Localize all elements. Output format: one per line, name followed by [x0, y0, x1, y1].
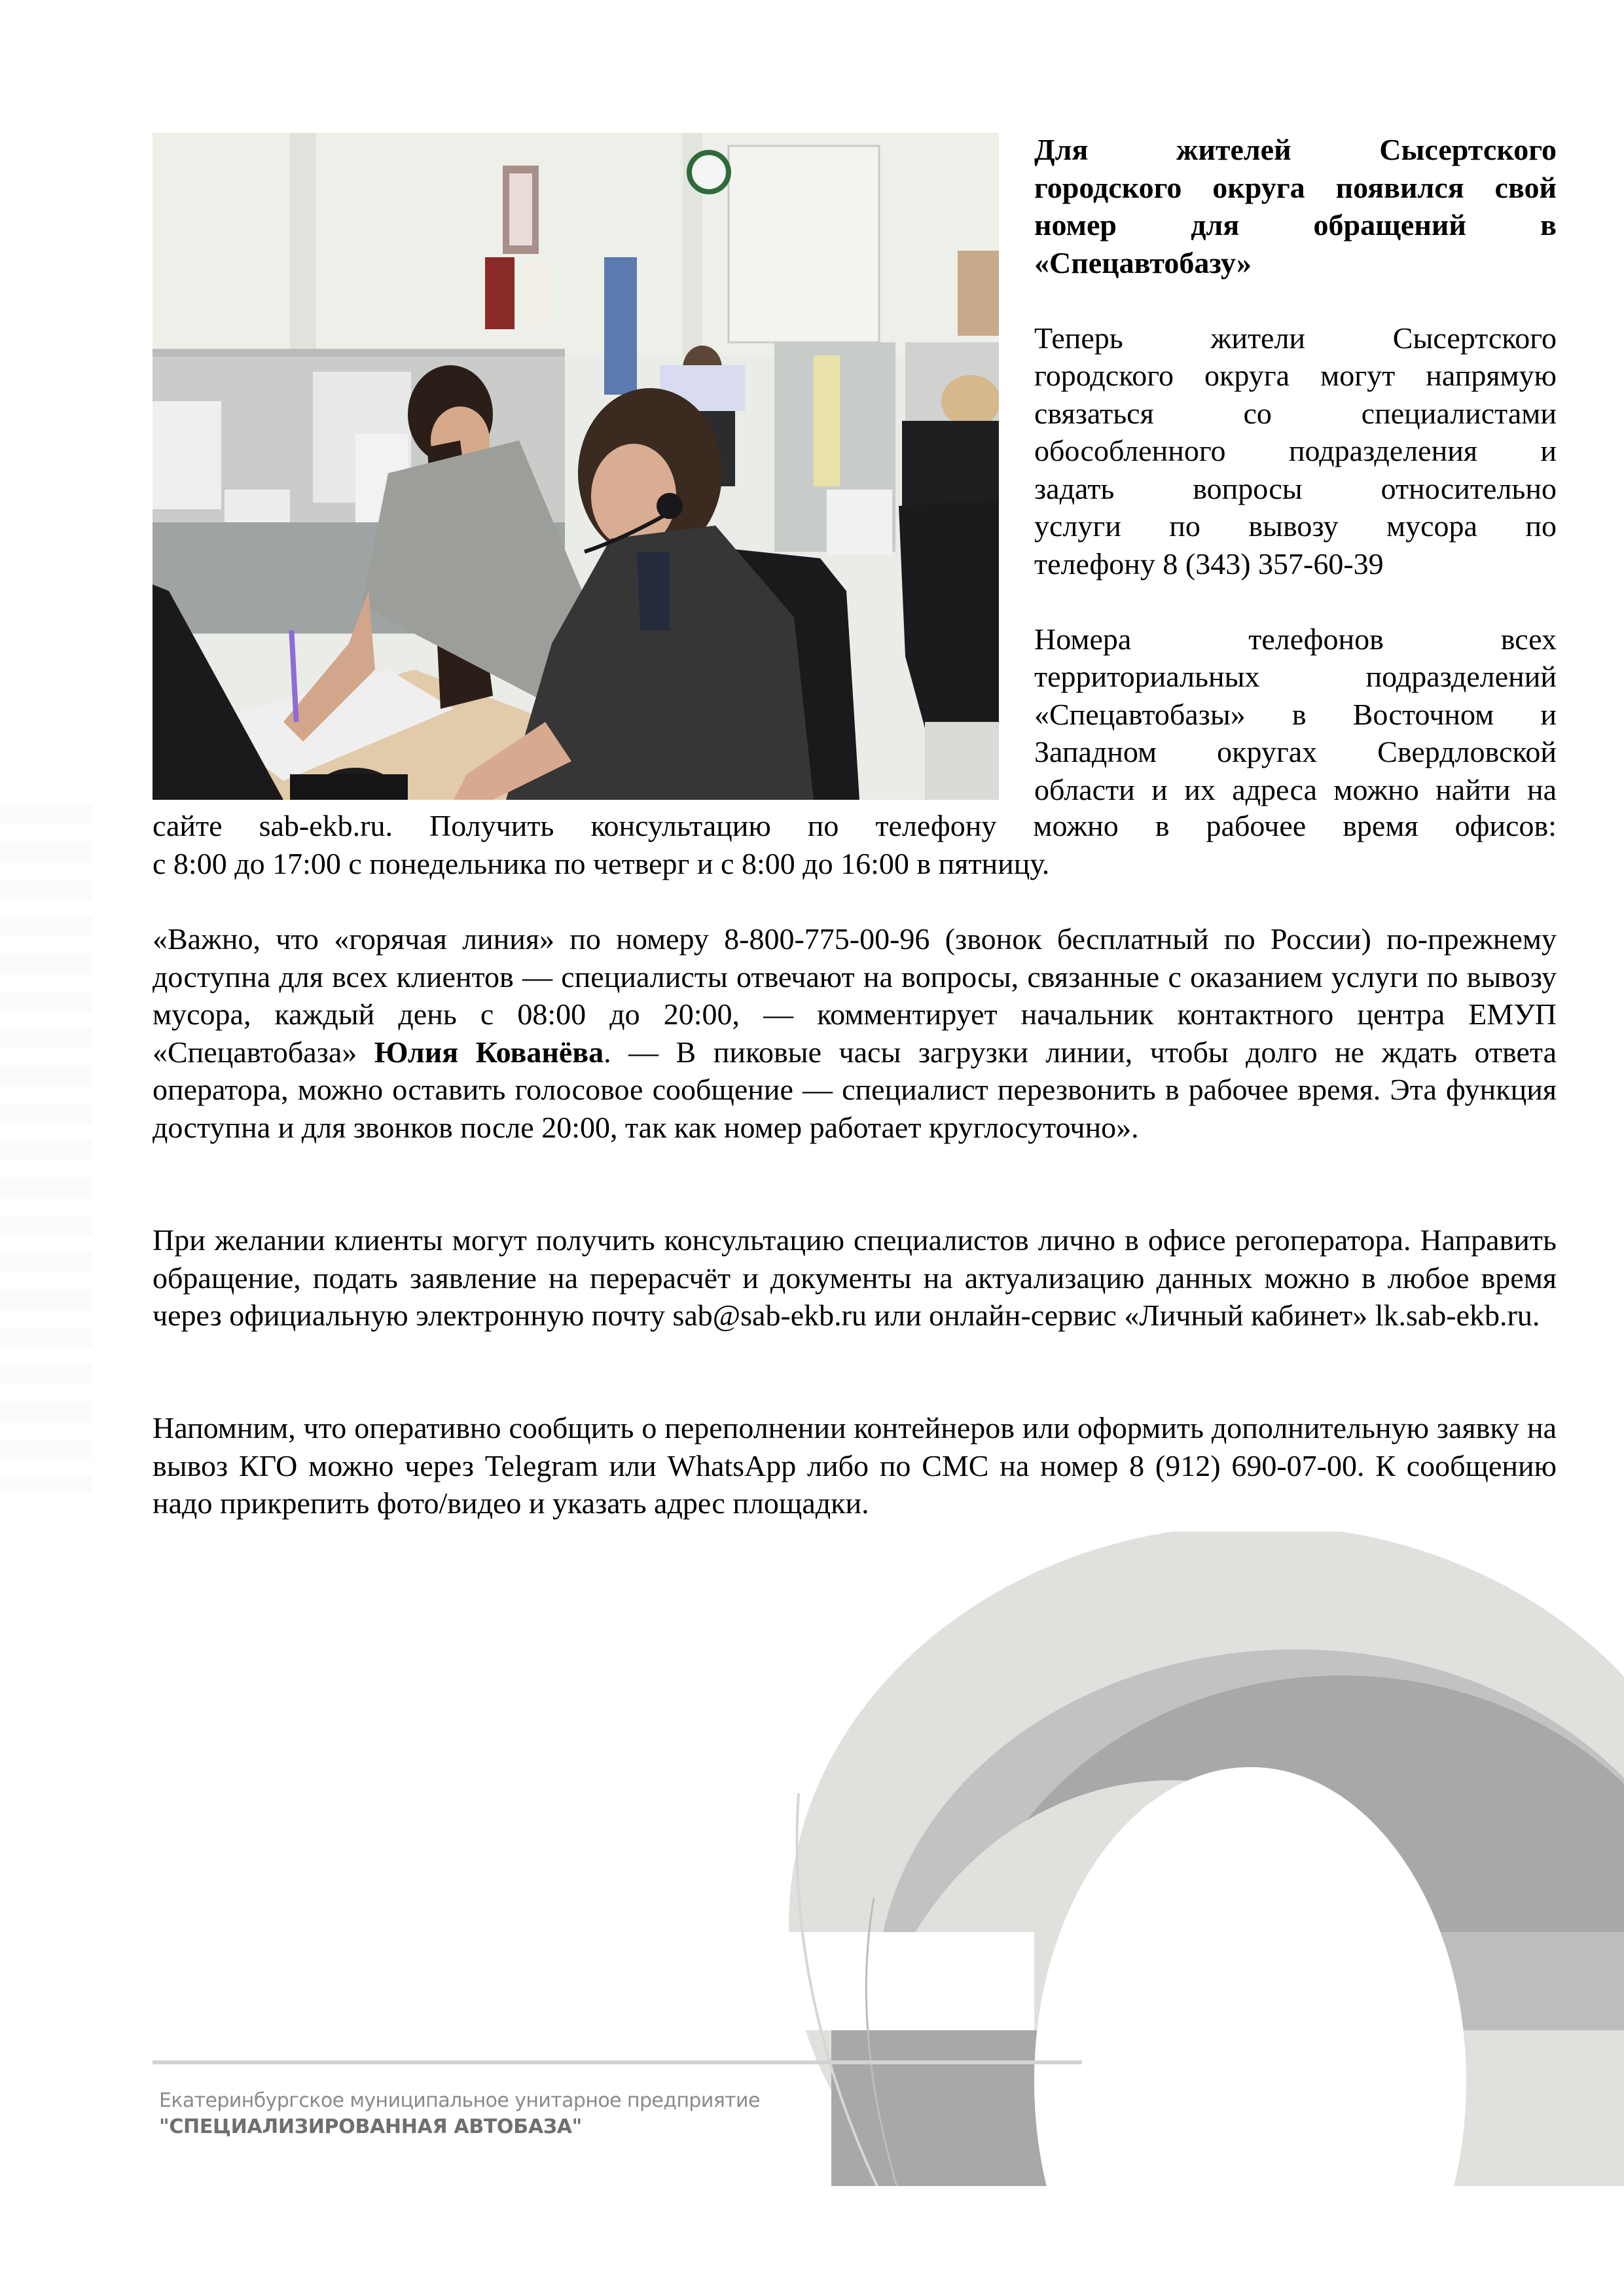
headline-line: Для жителей Сысертского — [1034, 133, 1557, 166]
text-line: территориальных подразделений — [1034, 660, 1557, 693]
footer-divider — [153, 2060, 1082, 2064]
headline-line: номер для обращений в — [1034, 208, 1557, 242]
photo-illustration — [153, 133, 999, 800]
paragraph-offices-part1 — [1034, 620, 1557, 809]
text-line: «Спецавтобазы» в Восточном и — [1034, 697, 1557, 731]
headline — [1034, 131, 1557, 281]
footer-organization — [159, 2088, 760, 2140]
text-line: задать вопросы относительно — [1034, 471, 1557, 505]
footer-org-type: Екатеринбургское муниципальное унитарное предприятие — [159, 2089, 760, 2112]
decorative-arcs-graphic — [753, 1532, 1624, 2186]
text-line: связаться со специалистами — [1034, 396, 1557, 430]
quote-text-continued: . — В пиковые часы загрузки линии, чтобы долго не ждать ответа оператора, можно оставить голосовое сообщение — специалист перезвонить в рабочее время. Эта функция доступна и для звонков после 20:00, так как номер работает круглосуточно». — [153, 1035, 1557, 1144]
text-line: городского округа могут напрямую — [1034, 359, 1557, 392]
margin-ghost-texture — [0, 805, 92, 1492]
quote-text: «Важно, что «горячая линия» по номеру 8-800-775-00-96 (звонок бесплатный по России) по-прежнему доступна для всех клиентов — специалисты отвечают на вопросы, связанные с оказанием услуги по вывозу мусора, каждый день с 08:00 до 20:00, — комментирует начальник контактного центра ЕМУП «Спецавтобаза» — [153, 922, 1557, 1069]
footer-org-name: "СПЕЦИАЛИЗИРОВАННАЯ АВТОБАЗА" — [159, 2115, 582, 2138]
paragraph-intro — [1034, 319, 1557, 583]
text-line: Номера телефонов всех — [1034, 622, 1557, 656]
text-line: сайте sab-ekb.ru. Получить консультацию по телефону можно в рабочее время офисов: — [153, 809, 1557, 842]
text-line: услуги по вывозу мусора по — [1034, 509, 1557, 543]
text-line: Западном округах Свердловской — [1034, 735, 1557, 768]
quote-author: Юлия Кованёва — [374, 1035, 604, 1069]
article-photo — [153, 133, 999, 800]
paragraph-quote — [153, 920, 1557, 1146]
paragraph-offices-part2 — [153, 807, 1557, 882]
headline-line: «Спецавтобазу» — [1034, 245, 1252, 279]
headline-line: городского округа появился свой — [1034, 170, 1557, 204]
text-line: Теперь жители Сысертского — [1034, 321, 1557, 355]
text-line: области и их адреса можно найти на — [1034, 772, 1557, 806]
text-line: с 8:00 до 17:00 с понедельника по четверг и с 8:00 до 16:00 в пятницу. — [153, 846, 1050, 880]
text-line: телефону 8 (343) 357-60-39 — [1034, 547, 1384, 581]
right-column — [1034, 131, 1557, 808]
text-line: обособленного подразделения и — [1034, 434, 1557, 467]
paragraph-office-contacts: При желании клиенты могут получить консультацию специалистов лично в офисе регоператора. Направить обращение, подать заявление на перерасчёт и документы на актуализацию данных можно в любое время через официальную электронную почту sab@sab-ekb.ru или онлайн-сервис «Личный кабинет» lk.sab-ekb.ru. — [153, 1223, 1557, 1332]
paragraph-reminder: Напомним, что оперативно сообщить о переполнении контейнеров или оформить дополнительную заявку на вывоз КГО можно через Telegram или WhatsApp либо по СМС на номер 8 (912) 690-07-00. К сообщению надо прикрепить фото/видео и указать адрес площадки. — [153, 1411, 1557, 1520]
